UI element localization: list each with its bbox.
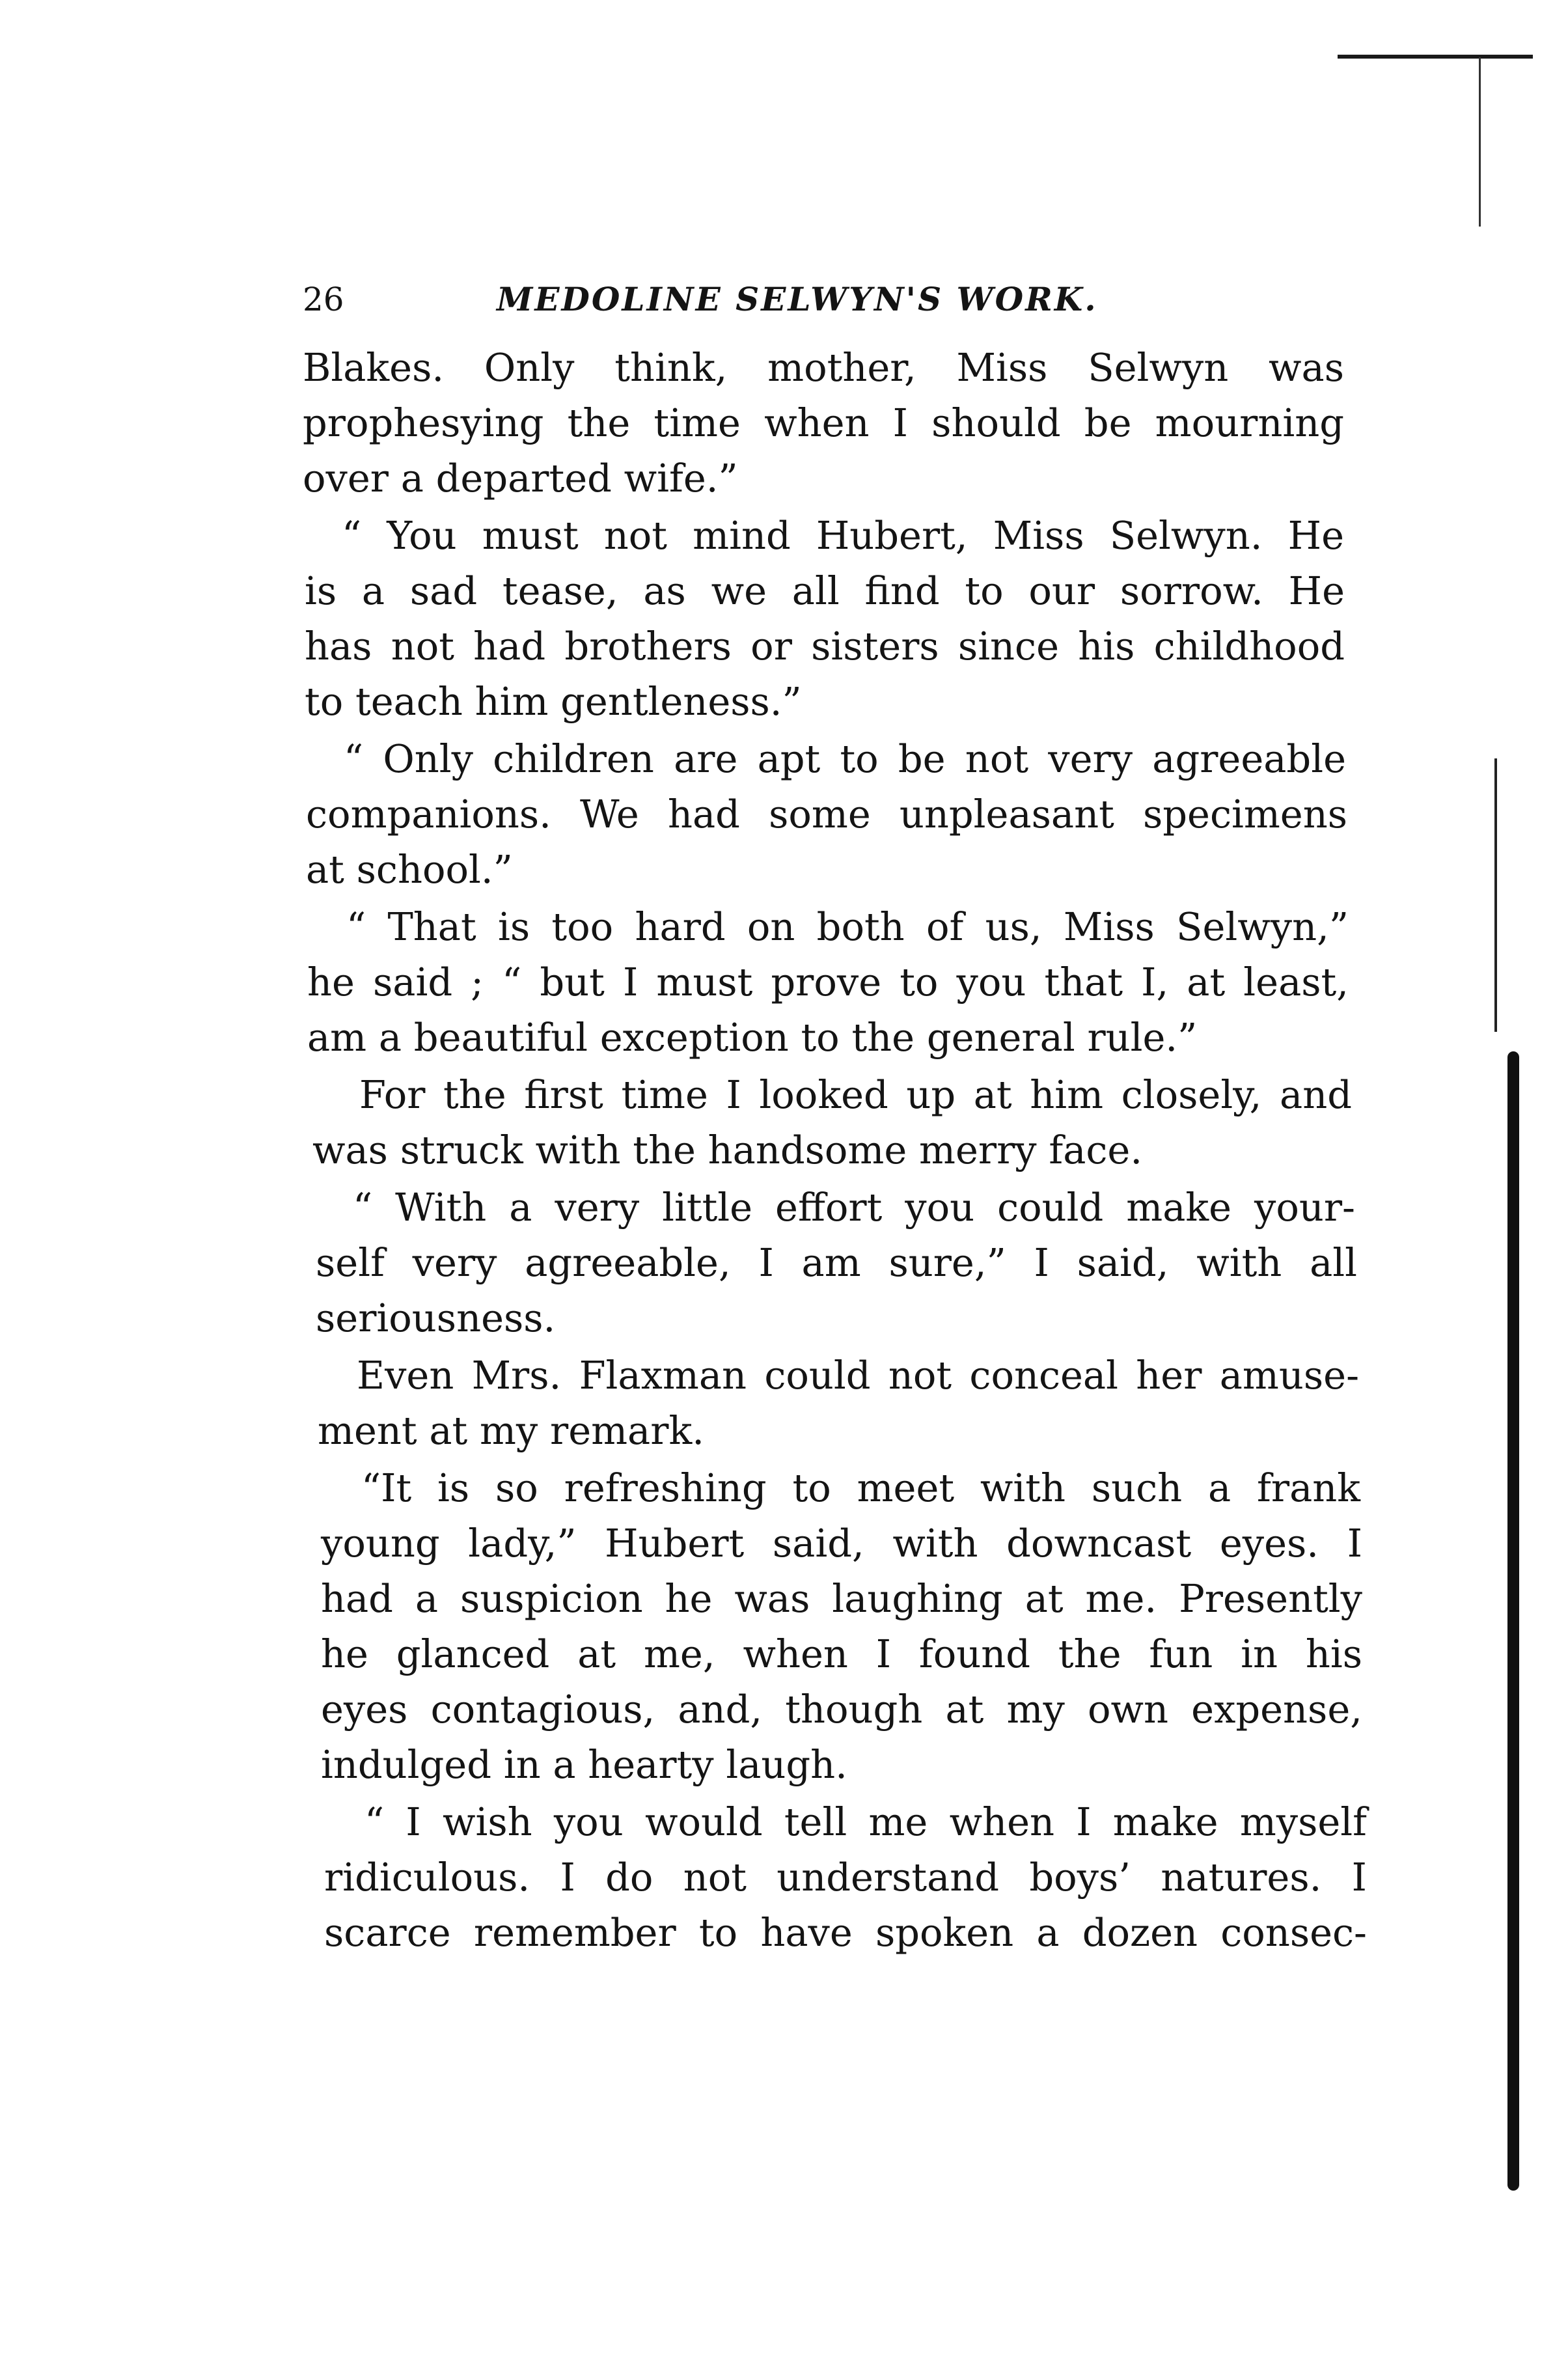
text-line: ment at my remark. [318,1408,704,1453]
text-line: “It is so refreshing to meet with such a frank [361,1465,1360,1510]
text-line: For the first time I looked up at him closely, and [359,1072,1352,1117]
text-line: has not had brothers or sisters since his childhood [305,624,1345,669]
text-line: over a departed wife.” [303,456,738,501]
text-line: “ I wish you would tell me when I make myself [364,1799,1367,1844]
page-edge-rule-thin [1479,57,1481,227]
text-line: companions. We had some unpleasant specimens [306,792,1347,837]
page-edge-rule-top [1338,55,1533,59]
text-line: am a beautiful exception to the general rule.” [307,1015,1198,1060]
text-line: scarce remember to have spoken a dozen consec- [324,1910,1367,1955]
text-line: had a suspicion he was laughing at me. Presently [321,1576,1362,1621]
running-title: MEDOLINE SELWYN'S WORK. [497,280,1098,318]
text-line: prophesying the time when I should be mourning [303,400,1344,445]
text-line: to teach him gentleness.” [305,679,802,724]
text-line: indulged in a hearty laugh. [321,1742,847,1787]
text-line: ridiculous. I do not understand boys’ natures. I [324,1855,1367,1900]
text-line: he said ; “ but I must prove to you that I, at least, [307,960,1349,1004]
text-line: “ Only children are apt to be not very agreeable [344,736,1346,781]
text-line: self very agreeable, I am sure,” I said, with all [316,1240,1357,1285]
page-edge-rule-mid [1494,758,1497,1032]
page-number: 26 [303,281,344,318]
text-line: “ With a very little effort you could make your- [353,1185,1355,1230]
page-edge-rule-thick [1507,1051,1519,2191]
text-line: at school.” [306,847,513,892]
text-line: Blakes. Only think, mother, Miss Selwyn was [303,345,1344,390]
text-line: eyes contagious, and, though at my own expense, [321,1687,1362,1732]
text-line: seriousness. [316,1295,556,1340]
text-line: he glanced at me, when I found the fun in his [321,1631,1362,1676]
text-line: was struck with the handsome merry face. [312,1128,1143,1172]
text-line: young lady,” Hubert said, with downcast eyes. I [321,1521,1362,1566]
text-line: “ That is too hard on both of us, Miss Selwyn,” [346,904,1349,949]
text-line: “ You must not mind Hubert, Miss Selwyn. He [342,513,1344,558]
text-line: Even Mrs. Flaxman could not conceal her amuse- [357,1353,1359,1398]
text-line: is a sad tease, as we all find to our sorrow. He [305,568,1345,613]
